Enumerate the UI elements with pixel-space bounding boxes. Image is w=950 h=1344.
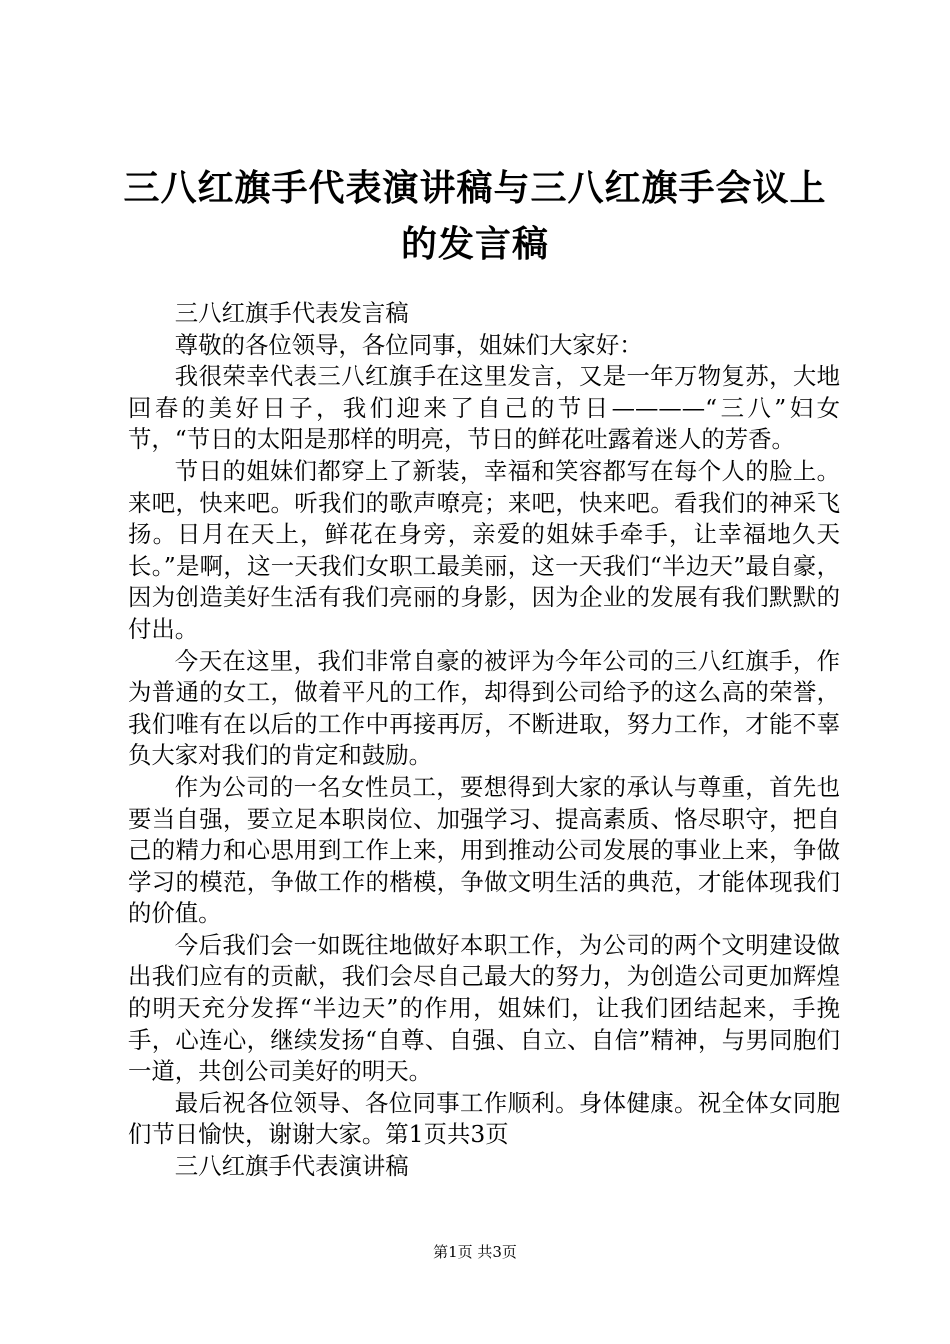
paragraph: 最后祝各位领导、各位同事工作顺利。身体健康。祝全体女同胞们节日愉快，谢谢大家。第1页共3页 (128, 1088, 840, 1149)
paragraph-greeting: 尊敬的各位领导，各位同事，姐妹们大家好： (174, 330, 643, 359)
page-footer: 第1页 共3页 (433, 1243, 517, 1261)
paragraph: 今天在这里，我们非常自豪的被评为今年公司的三八红旗手，作为普通的女工，做着平凡的工作，却得到公司给予的这么高的荣誉，我们唯有在以后的工作中再接再厉，不断进取，努力工作，才能不辜负大家对我们的肯定和鼓励。 (128, 646, 840, 770)
paragraph: 节日的姐妹们都穿上了新装，幸福和笑容都写在每个人的脸上。来吧，快来吧。听我们的歌声嘹亮；来吧，快来吧。看我们的神采飞扬。日月在天上，鲜花在身旁，亲爱的姐妹手牵手，让幸福地久天长。”是啊，这一天我们女职工最美丽，这一天我们“半边天”最自豪，因为创造美好生活有我们亮丽的身影，因为企业的发展有我们默默的付出。 (128, 456, 840, 643)
paragraph: 今后我们会一如既往地做好本职工作，为公司的两个文明建设做出我们应有的贡献，我们会尽自己最大的努力，为创造公司更加辉煌的明天充分发挥“半边天”的作用，姐妹们，让我们团结起来，手挽手，心连心，继续发扬“自尊、自强、自立、自信”精神，与男同胞们一道，共创公司美好的明天。 (128, 930, 840, 1086)
paragraph: 作为公司的一名女性员工，要想得到大家的承认与尊重，首先也要当自强，要立足本职岗位、加强学习、提高素质、恪尽职守，把自己的精力和心思用到工作上来，用到推动公司发展的事业上来，争做学习的模范，争做工作的楷模，争做文明生活的典范，才能体现我们的价值。 (128, 772, 840, 928)
document-title: 三八红旗手代表演讲稿与三八红旗手会议上的发言稿 (123, 167, 827, 265)
paragraph-subheading: 三八红旗手代表演讲稿 (174, 1152, 409, 1181)
paragraph-heading: 三八红旗手代表发言稿 (174, 299, 409, 327)
document-body (128, 298, 840, 1183)
paragraph: 我很荣幸代表三八红旗手在这里发言，又是一年万物复苏，大地回春的美好日子，我们迎来了自己的节日————“三八”妇女节，“节日的太阳是那样的明亮，节日的鲜花吐露着迷人的芳香。 (128, 362, 840, 454)
